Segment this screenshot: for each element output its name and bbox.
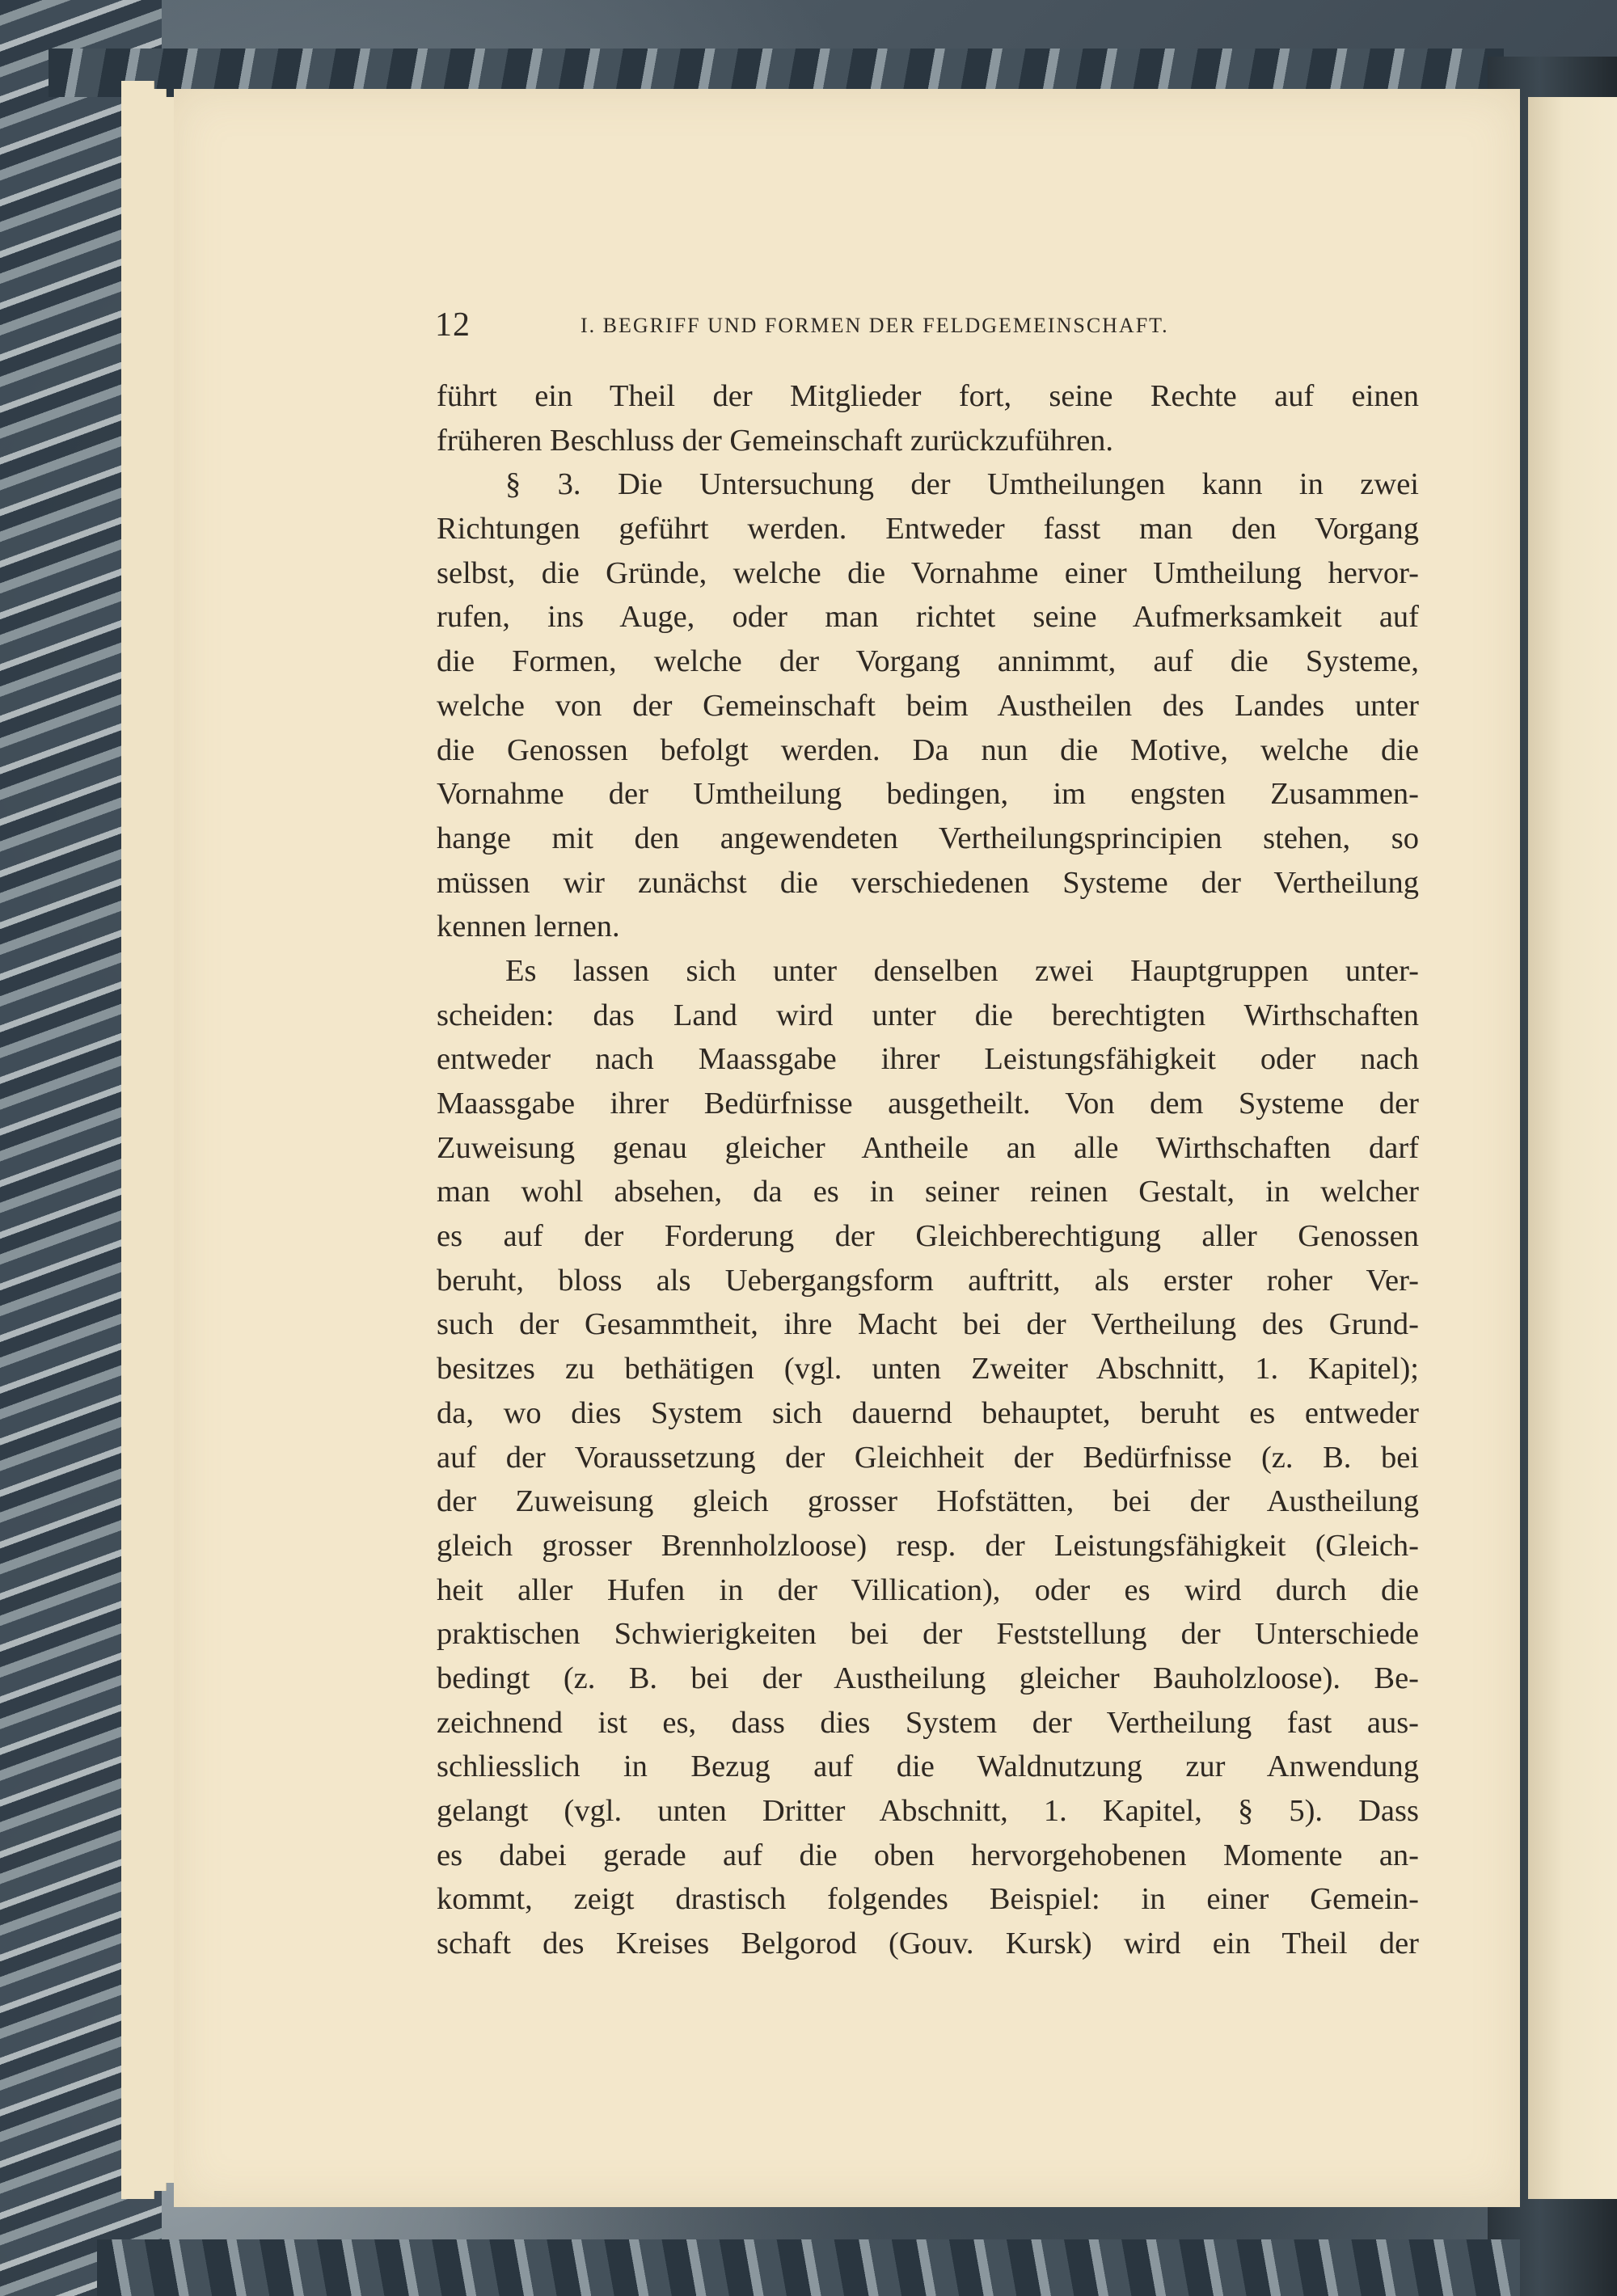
text-line: die Genossen befolgt werden. Da nun die Motive, welche die	[437, 732, 1419, 767]
text-line: such der Gesammtheit, ihre Macht bei der Vertheilung des Grund-	[437, 1307, 1419, 1342]
text-line: da, wo dies System sich dauernd behauptet, beruht es entweder	[437, 1395, 1419, 1430]
text-line: § 3. Die Untersuchung der Umtheilungen kann in zwei	[505, 467, 1419, 502]
page-number: 12	[435, 306, 471, 344]
text-line: heit aller Hufen in der Villication), oder es wird durch die	[437, 1572, 1419, 1607]
body-text	[437, 374, 1419, 1966]
text-line: Es lassen sich unter denselben zwei Hauptgruppen unter-	[505, 953, 1419, 988]
text-line: der Zuweisung gleich grosser Hofstätten, bei der Austheilung	[437, 1484, 1419, 1519]
text-line: hange mit den angewendeten Vertheilungsprincipien stehen, so	[437, 821, 1419, 855]
text-line: es auf der Forderung der Gleichberechtigung aller Genossen	[437, 1219, 1419, 1254]
text-line: führt ein Theil der Mitglieder fort, seine Rechte auf einen	[437, 379, 1419, 413]
text-line: rufen, ins Auge, oder man richtet seine Aufmerksamkeit auf	[437, 600, 1419, 635]
text-line: auf der Voraussetzung der Gleichheit der Bedürfnisse (z. B. bei	[437, 1440, 1419, 1475]
text-line: Zuweisung genau gleicher Antheile an alle Wirthschaften darf	[437, 1130, 1419, 1165]
text-line: praktischen Schwierigkeiten bei der Feststellung der Unterschiede	[437, 1617, 1419, 1652]
text-line: welche von der Gemeinschaft beim Austheilen des Landes unter	[437, 688, 1419, 723]
running-head	[435, 306, 1421, 354]
text-line: schaft des Kreises Belgorod (Gouv. Kursk) wird ein Theil der	[437, 1927, 1419, 1961]
text-line: die Formen, welche der Vorgang annimmt, auf die Systeme,	[437, 644, 1419, 679]
text-line: müssen wir zunächst die verschiedenen Systeme der Vertheilung	[437, 865, 1419, 900]
text-line: früheren Beschluss der Gemeinschaft zurückzuführen.	[437, 423, 1114, 458]
text-line: man wohl absehen, da es in seiner reinen Gestalt, in welcher	[437, 1175, 1419, 1209]
text-line: entweder nach Maassgabe ihrer Leistungsfähigkeit oder nach	[437, 1042, 1419, 1077]
text-line: besitzes zu bethätigen (vgl. unten Zweiter Abschnitt, 1. Kapitel);	[437, 1352, 1419, 1386]
text-line: gleich grosser Brennholzloose) resp. der Leistungsfähigkeit (Gleich-	[437, 1528, 1419, 1563]
text-line: selbst, die Gründe, welche die Vornahme einer Umtheilung hervor-	[437, 555, 1419, 590]
text-line: bedingt (z. B. bei der Austheilung gleicher Bauholzloose). Be-	[437, 1661, 1419, 1695]
text-line: Vornahme der Umtheilung bedingen, im engsten Zusammen-	[437, 777, 1419, 812]
text-line: gelangt (vgl. unten Dritter Abschnitt, 1. Kapitel, § 5). Dass	[437, 1794, 1419, 1828]
text-line: scheiden: das Land wird unter die berechtigten Wirthschaften	[437, 998, 1419, 1032]
text-line: schliesslich in Bezug auf die Waldnutzung zur Anwendung	[437, 1749, 1419, 1784]
facing-page-edge	[1528, 97, 1617, 2199]
text-line: Maassgabe ihrer Bedürfnisse ausgetheilt. Von dem Systeme der	[437, 1087, 1419, 1121]
text-line: zeichnend ist es, dass dies System der Vertheilung fast aus-	[437, 1705, 1419, 1740]
cover-board-bottom-edge	[97, 2239, 1520, 2296]
text-line: es dabei gerade auf die oben hervorgehobenen Momente an-	[437, 1838, 1419, 1872]
text-line: kennen lernen.	[437, 910, 620, 944]
text-line: beruht, bloss als Uebergangsform auftritt, als erster roher Ver-	[437, 1263, 1419, 1298]
text-line: Richtungen geführt werden. Entweder fasst man den Vorgang	[437, 512, 1419, 547]
running-title: I. BEGRIFF UND FORMEN DER FELDGEMEINSCHAFT.	[581, 314, 1169, 337]
text-line: kommt, zeigt drastisch folgendes Beispiel: in einer Gemein-	[437, 1882, 1419, 1917]
